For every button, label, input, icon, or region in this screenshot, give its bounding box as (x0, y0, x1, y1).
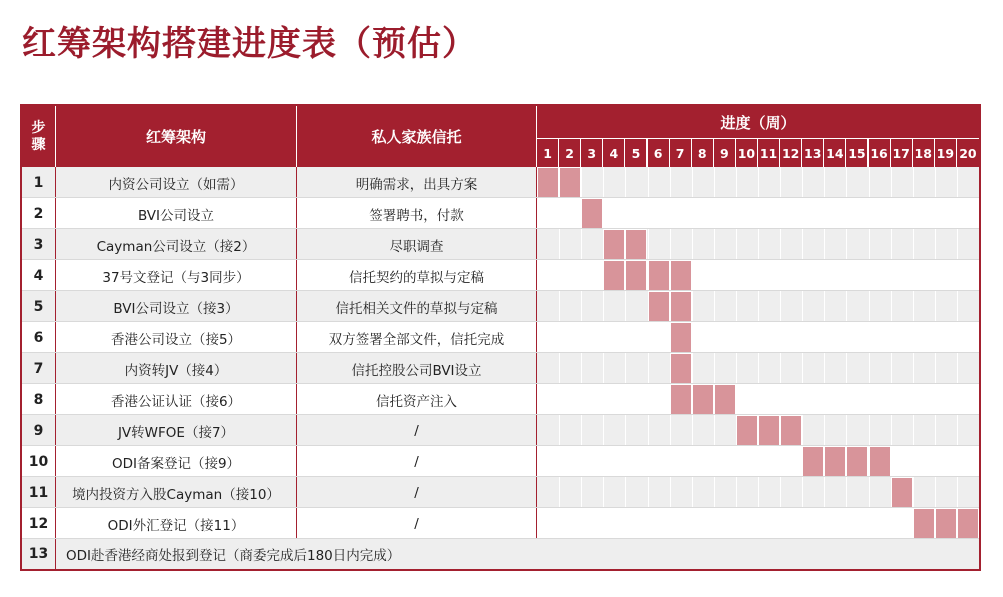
week-gridline (648, 198, 649, 229)
week-gridline (559, 446, 560, 477)
week-gridline (559, 260, 560, 291)
week-gridline (758, 198, 759, 229)
week-gridline (846, 508, 847, 539)
week-gridline (935, 477, 936, 508)
week-gridline (913, 477, 914, 508)
week-gridline (625, 198, 626, 229)
week-gridline (670, 446, 671, 477)
week-gridline (736, 353, 737, 384)
gantt-bar-week-7 (670, 384, 692, 415)
week-gridline (869, 260, 870, 291)
header-progress: 进度（周） (537, 106, 979, 138)
week-header-3: 3 (581, 138, 603, 167)
week-gridline (824, 260, 825, 291)
week-gridline (957, 198, 958, 229)
week-gridline (935, 229, 936, 260)
week-gridline (736, 384, 737, 415)
week-gridline (869, 477, 870, 508)
week-gridline (780, 198, 781, 229)
week-gridline (935, 353, 936, 384)
week-gridline (780, 291, 781, 322)
gantt-bar-week-9 (714, 384, 736, 415)
week-gridline (603, 477, 604, 508)
step-number: 13 (22, 539, 56, 569)
gantt-bar-week-1 (537, 167, 559, 198)
week-gridline (581, 167, 582, 198)
step-number: 8 (22, 384, 56, 415)
final-row-note: ODI赴香港经商处报到登记（商委完成后180日内完成） (66, 548, 401, 564)
week-header-12: 12 (780, 138, 802, 167)
week-gridline (758, 508, 759, 539)
week-gridline (736, 229, 737, 260)
week-gridline (935, 291, 936, 322)
week-gridline (670, 508, 671, 539)
week-gridline (714, 229, 715, 260)
week-gridline (913, 167, 914, 198)
week-gridline (692, 291, 693, 322)
week-gridline (648, 167, 649, 198)
week-header-15: 15 (846, 138, 868, 167)
week-gridline (846, 260, 847, 291)
week-gridline (670, 198, 671, 229)
week-gridline (913, 384, 914, 415)
step-number: 11 (22, 477, 56, 508)
structure-task: 内资公司设立（如需） (56, 167, 297, 198)
gantt-bar-week-5 (625, 260, 647, 291)
week-gridline (957, 260, 958, 291)
week-gridline (913, 229, 914, 260)
week-gridline (957, 322, 958, 353)
trust-task: 信托契约的草拟与定稿 (297, 260, 537, 291)
week-header-20: 20 (957, 138, 979, 167)
week-gridline (780, 167, 781, 198)
week-gridline (824, 229, 825, 260)
week-gridline (692, 167, 693, 198)
week-gridline (714, 508, 715, 539)
week-gridline (714, 446, 715, 477)
week-header-13: 13 (802, 138, 824, 167)
gantt-bar-week-7 (670, 353, 692, 384)
week-gridline (559, 477, 560, 508)
week-gridline (824, 353, 825, 384)
week-gridline (714, 291, 715, 322)
week-gridline (603, 508, 604, 539)
gantt-bar-week-4 (603, 260, 625, 291)
week-gridline (581, 229, 582, 260)
step-number: 1 (22, 167, 56, 198)
week-gridline (603, 198, 604, 229)
week-gridline (891, 229, 892, 260)
week-gridline (824, 477, 825, 508)
header-trust: 私人家族信托 (297, 106, 537, 167)
week-gridline (891, 508, 892, 539)
week-gridline (846, 384, 847, 415)
week-gridline (581, 508, 582, 539)
week-gridline (736, 322, 737, 353)
week-gridline (891, 260, 892, 291)
trust-task: 信托资产注入 (297, 384, 537, 415)
trust-task: 信托相关文件的草拟与定稿 (297, 291, 537, 322)
week-gridline (869, 384, 870, 415)
week-gridline (714, 415, 715, 446)
week-gridline (714, 353, 715, 384)
week-gridline (891, 198, 892, 229)
week-gridline (846, 198, 847, 229)
week-gridline (824, 415, 825, 446)
structure-task: 香港公司设立（接5） (56, 322, 297, 353)
gantt-bar-week-7 (670, 260, 692, 291)
week-gridline (692, 198, 693, 229)
week-gridline (714, 198, 715, 229)
week-header-11: 11 (758, 138, 780, 167)
week-gridline (891, 322, 892, 353)
week-gridline (780, 508, 781, 539)
week-gridline (869, 322, 870, 353)
week-gridline (581, 322, 582, 353)
week-gridline (846, 353, 847, 384)
week-gridline (824, 291, 825, 322)
week-header-1: 1 (537, 138, 559, 167)
gantt-bar-week-2 (559, 167, 581, 198)
week-gridline (913, 353, 914, 384)
week-gridline (913, 446, 914, 477)
gantt-table (20, 104, 981, 571)
header-step-line1: 步 (31, 119, 46, 136)
week-gridline (802, 353, 803, 384)
gantt-bar-week-15 (846, 446, 868, 477)
week-gridline (758, 322, 759, 353)
header-step-line2: 骤 (31, 136, 46, 153)
week-gridline (758, 353, 759, 384)
week-gridline (824, 322, 825, 353)
week-gridline (802, 260, 803, 291)
week-header-8: 8 (692, 138, 714, 167)
week-gridline (670, 477, 671, 508)
week-gridline (581, 353, 582, 384)
week-gridline (648, 384, 649, 415)
week-gridline (692, 508, 693, 539)
week-gridline (802, 167, 803, 198)
step-number: 10 (22, 446, 56, 477)
week-gridline (802, 322, 803, 353)
week-gridline (714, 477, 715, 508)
week-gridline (648, 229, 649, 260)
step-number: 9 (22, 415, 56, 446)
trust-task: / (297, 508, 537, 539)
week-gridline (581, 415, 582, 446)
trust-task: 双方签署全部文件，信托完成 (297, 322, 537, 353)
step-number: 5 (22, 291, 56, 322)
week-gridline (891, 167, 892, 198)
week-header-5: 5 (625, 138, 647, 167)
gantt-bar-week-20 (957, 508, 979, 539)
week-gridline (935, 384, 936, 415)
step-number: 3 (22, 229, 56, 260)
week-gridline (935, 167, 936, 198)
week-gridline (559, 415, 560, 446)
week-gridline (846, 477, 847, 508)
week-gridline (625, 477, 626, 508)
gantt-bar-week-19 (935, 508, 957, 539)
week-gridline (603, 446, 604, 477)
gantt-bar-week-7 (670, 322, 692, 353)
structure-task: ODI外汇登记（接11） (56, 508, 297, 539)
week-gridline (758, 291, 759, 322)
week-gridline (559, 198, 560, 229)
week-gridline (869, 353, 870, 384)
structure-task: BVI公司设立（接3） (56, 291, 297, 322)
week-gridline (581, 260, 582, 291)
week-gridline (670, 415, 671, 446)
week-gridline (559, 384, 560, 415)
week-gridline (824, 167, 825, 198)
week-gridline (802, 477, 803, 508)
week-gridline (869, 198, 870, 229)
step-number: 6 (22, 322, 56, 353)
structure-task: 内资转JV（接4） (56, 353, 297, 384)
week-gridline (603, 167, 604, 198)
week-gridline (935, 322, 936, 353)
header-structure: 红筹架构 (56, 106, 297, 167)
week-gridline (957, 446, 958, 477)
gantt-bar-week-8 (692, 384, 714, 415)
week-gridline (581, 446, 582, 477)
trust-task: 签署聘书，付款 (297, 198, 537, 229)
week-gridline (714, 322, 715, 353)
week-gridline (736, 198, 737, 229)
week-gridline (603, 384, 604, 415)
week-gridline (559, 322, 560, 353)
week-gridline (670, 167, 671, 198)
trust-task: 信托控股公司BVI设立 (297, 353, 537, 384)
structure-task: 香港公证认证（接6） (56, 384, 297, 415)
week-gridline (603, 415, 604, 446)
structure-task: JV转WFOE（接7） (56, 415, 297, 446)
week-gridline (648, 477, 649, 508)
gantt-bar-week-13 (802, 446, 824, 477)
week-gridline (780, 229, 781, 260)
week-gridline (935, 260, 936, 291)
week-gridline (648, 508, 649, 539)
week-header-6: 6 (648, 138, 670, 167)
week-gridline (913, 198, 914, 229)
week-gridline (846, 167, 847, 198)
week-gridline (913, 415, 914, 446)
week-gridline (891, 384, 892, 415)
week-gridline (846, 415, 847, 446)
trust-task: 尽职调查 (297, 229, 537, 260)
week-gridline (625, 322, 626, 353)
week-gridline (692, 353, 693, 384)
week-gridline (581, 291, 582, 322)
week-gridline (891, 291, 892, 322)
week-gridline (891, 446, 892, 477)
gantt-bar-week-14 (824, 446, 846, 477)
week-gridline (846, 291, 847, 322)
week-gridline (736, 291, 737, 322)
structure-task: BVI公司设立 (56, 198, 297, 229)
week-gridline (935, 446, 936, 477)
week-gridline (913, 322, 914, 353)
week-gridline (780, 353, 781, 384)
structure-task: 境内投资方入股Cayman（接10） (56, 477, 297, 508)
week-gridline (957, 353, 958, 384)
week-gridline (824, 384, 825, 415)
week-gridline (648, 353, 649, 384)
week-gridline (559, 229, 560, 260)
week-gridline (692, 229, 693, 260)
week-header-10: 10 (736, 138, 758, 167)
week-gridline (891, 353, 892, 384)
week-gridline (869, 415, 870, 446)
week-gridline (957, 415, 958, 446)
week-gridline (714, 167, 715, 198)
week-gridline (581, 384, 582, 415)
header-step (22, 106, 56, 167)
week-gridline (625, 291, 626, 322)
week-gridline (625, 446, 626, 477)
week-gridline (625, 508, 626, 539)
week-gridline (670, 229, 671, 260)
week-gridline (824, 198, 825, 229)
week-gridline (648, 415, 649, 446)
week-gridline (802, 415, 803, 446)
week-gridline (758, 260, 759, 291)
gantt-bar-week-7 (670, 291, 692, 322)
week-gridline (692, 260, 693, 291)
week-gridline (824, 508, 825, 539)
week-gridline (935, 415, 936, 446)
week-gridline (957, 229, 958, 260)
week-gridline (758, 477, 759, 508)
page-title: 红筹架构搭建进度表（预估） (22, 24, 477, 64)
week-header-14: 14 (824, 138, 846, 167)
gantt-bar-week-16 (869, 446, 891, 477)
gantt-bar-week-10 (736, 415, 758, 446)
week-gridline (957, 167, 958, 198)
week-gridline (581, 477, 582, 508)
week-gridline (802, 384, 803, 415)
week-gridline (891, 415, 892, 446)
week-gridline (625, 415, 626, 446)
week-gridline (625, 384, 626, 415)
step-number: 7 (22, 353, 56, 384)
week-gridline (648, 322, 649, 353)
week-gridline (869, 508, 870, 539)
week-gridline (692, 446, 693, 477)
week-gridline (758, 229, 759, 260)
week-gridline (758, 167, 759, 198)
week-gridline (869, 167, 870, 198)
week-gridline (625, 167, 626, 198)
week-gridline (869, 291, 870, 322)
week-gridline (692, 415, 693, 446)
week-gridline (913, 260, 914, 291)
week-header-4: 4 (603, 138, 625, 167)
week-gridline (780, 260, 781, 291)
week-gridline (913, 291, 914, 322)
structure-task: 37号文登记（与3同步） (56, 260, 297, 291)
week-gridline (736, 167, 737, 198)
gantt-bar-week-5 (625, 229, 647, 260)
week-header-19: 19 (935, 138, 957, 167)
week-gridline (802, 229, 803, 260)
week-gridline (780, 384, 781, 415)
week-header-17: 17 (891, 138, 913, 167)
week-gridline (869, 229, 870, 260)
week-header-16: 16 (869, 138, 891, 167)
structure-task: Cayman公司设立（接2） (56, 229, 297, 260)
trust-task: / (297, 446, 537, 477)
week-gridline (736, 508, 737, 539)
step-number: 2 (22, 198, 56, 229)
week-gridline (736, 446, 737, 477)
gantt-bar-week-17 (891, 477, 913, 508)
week-gridline (957, 384, 958, 415)
week-gridline (780, 446, 781, 477)
week-gridline (603, 291, 604, 322)
week-gridline (603, 353, 604, 384)
structure-task: ODI备案登记（接9） (56, 446, 297, 477)
gantt-bar-week-6 (648, 260, 670, 291)
week-gridline (802, 198, 803, 229)
week-gridline (758, 446, 759, 477)
week-gridline (692, 322, 693, 353)
week-gridline (648, 446, 649, 477)
week-gridline (736, 477, 737, 508)
gantt-bar-week-18 (913, 508, 935, 539)
gantt-bar-week-6 (648, 291, 670, 322)
week-header-2: 2 (559, 138, 581, 167)
week-gridline (802, 508, 803, 539)
week-gridline (714, 260, 715, 291)
trust-task: / (297, 477, 537, 508)
week-header-18: 18 (913, 138, 935, 167)
week-gridline (780, 322, 781, 353)
gantt-bar-week-3 (581, 198, 603, 229)
week-gridline (559, 291, 560, 322)
week-gridline (559, 353, 560, 384)
week-gridline (625, 353, 626, 384)
week-gridline (957, 291, 958, 322)
week-gridline (758, 384, 759, 415)
step-number: 12 (22, 508, 56, 539)
week-gridline (692, 477, 693, 508)
week-gridline (846, 322, 847, 353)
week-gridline (603, 322, 604, 353)
trust-task: 明确需求，出具方案 (297, 167, 537, 198)
gantt-bar-week-12 (780, 415, 802, 446)
week-gridline (802, 291, 803, 322)
week-gridline (559, 508, 560, 539)
gantt-bar-week-11 (758, 415, 780, 446)
week-gridline (846, 229, 847, 260)
week-gridline (780, 477, 781, 508)
gantt-bar-week-4 (603, 229, 625, 260)
week-header-7: 7 (670, 138, 692, 167)
week-gridline (935, 198, 936, 229)
trust-task: / (297, 415, 537, 446)
week-gridline (736, 260, 737, 291)
step-number: 4 (22, 260, 56, 291)
week-gridline (957, 477, 958, 508)
week-header-9: 9 (714, 138, 736, 167)
